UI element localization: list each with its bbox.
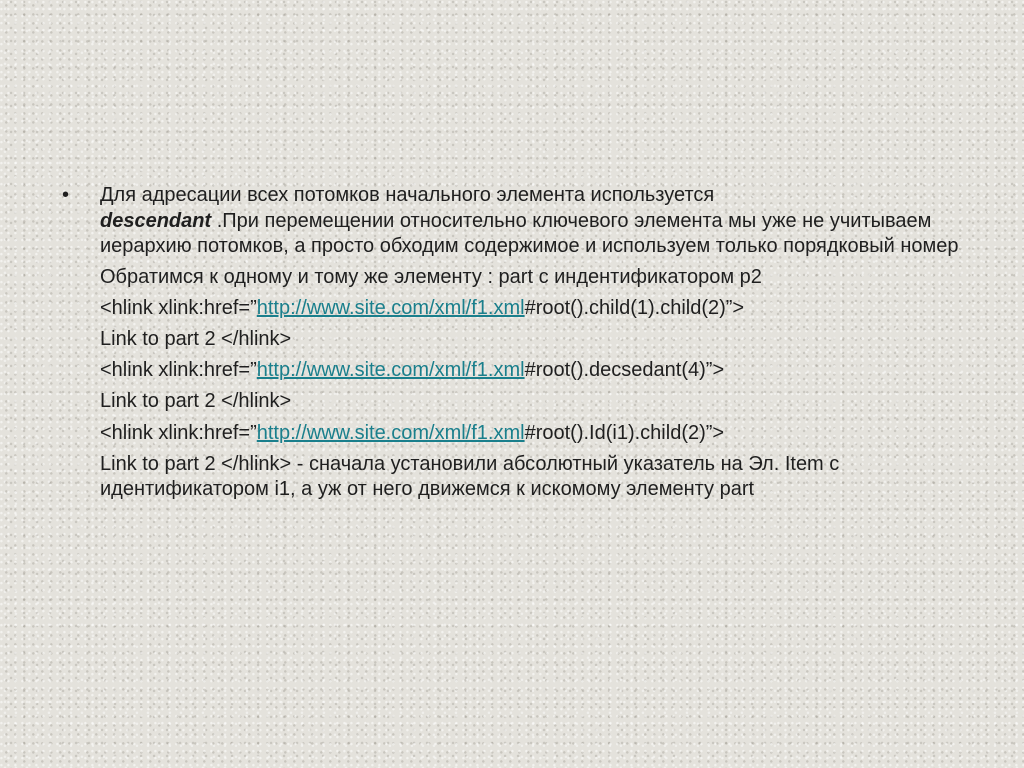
slide-content	[62, 183, 982, 503]
example-2-open-tag	[62, 358, 982, 384]
example-2-closing: Link to part 2 </hlink>	[100, 390, 292, 413]
example-3-suffix: #root().Id(i1).child(2)”>	[524, 421, 725, 444]
descendant-keyword: descendant	[100, 209, 212, 232]
example-3-closing: Link to part 2 </hlink> - сначала установили абсолютный указатель на Эл. Item с идентификатором i1, а уж от него движемся к искомому элементу part	[100, 452, 840, 501]
bullet-item	[62, 183, 982, 260]
example-1-url-link[interactable]: http://www.site.com/xml/f1.xml	[256, 297, 525, 320]
example-1-prefix: <hlink xlink:href=”	[100, 297, 257, 320]
intro-paragraph	[100, 183, 982, 260]
intro-text-before: Для адресации всех потомков начального элемента используется	[100, 184, 715, 206]
example-1-suffix: #root().child(1).child(2)”>	[524, 297, 745, 320]
address-line: Обратимся к одному и тому же элементу : part с индентификатором p2	[100, 266, 762, 289]
example-2-prefix: <hlink xlink:href=”	[100, 359, 257, 382]
example-3-open-tag	[62, 421, 982, 447]
example-2-url-link[interactable]: http://www.site.com/xml/f1.xml	[256, 359, 525, 382]
example-1-open-tag	[62, 296, 982, 322]
example-2-suffix: #root().decsedant(4)”>	[524, 359, 725, 382]
intro-text-after: .При перемещении относительно ключевого элемента мы уже не учитываем иерархию потомков, а просто обходим содержимое и используем только порядковый номер	[100, 209, 959, 257]
example-3-url-link[interactable]: http://www.site.com/xml/f1.xml	[256, 421, 525, 444]
bullet-icon: •	[62, 184, 70, 206]
example-3-prefix: <hlink xlink:href=”	[100, 421, 257, 444]
example-1-closing: Link to part 2 </hlink>	[100, 328, 292, 351]
